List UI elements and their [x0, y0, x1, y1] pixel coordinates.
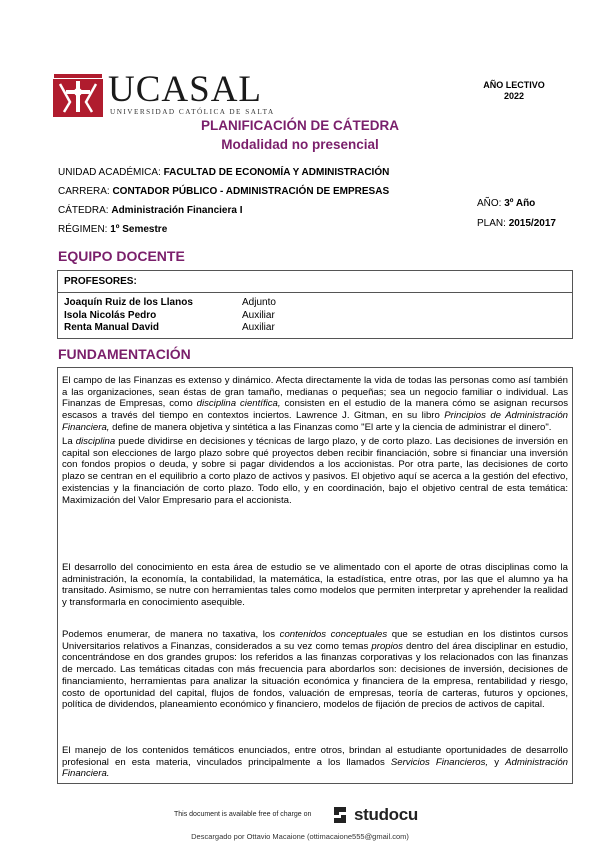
p2-text: puede dividirse en decisiones y técnicas de largo plazo, y de corto plazo. Las decisiones de inversión en capital son elecciones de largo plazo sobre qué proyectos deben recibir financiación, sobre si financiar una inversión con fondos propios o deuda, y sobre si pagar dividendos a los accionistas. Por otra parte, las decisiones de corto plazo se centran en el equilibrio a corto plazo de activos y pasivos. El objetivo aquí se acerca a la gestión del efectivo, existencias y la financiación de corto plazo. Todo ello, y en coordinación, bajo el objetivo central de esta temática: Maximización del Valor Empresario para el accionista.	[62, 436, 568, 506]
p1-text: El campo de las Finanzas es extenso y dinámico. Afecta directamente la vida de todas las personas como así también a las organizaciones, sean éstas de gran tamaño, medianas o pequeñas; sea un negocio familiar o individual. Las Finanzas de Empresas, como	[62, 375, 568, 410]
plan-value: 2015/2017	[508, 218, 556, 229]
profesor-role: Auxiliar	[242, 322, 275, 333]
profesores-label: PROFESORES:	[64, 276, 137, 287]
profesor-role: Adjunto	[242, 297, 276, 308]
logo-title: UCASAL	[108, 69, 263, 110]
carrera-value: CONTADOR PÚBLICO - ADMINISTRACIÓN DE EMPRESAS	[112, 186, 390, 197]
profesor-name: Joaquín Ruiz de los Llanos	[64, 297, 193, 308]
paragraph-2	[62, 436, 568, 506]
p4-text: dentro del área disciplinar en estudio, concentrándose en dos grandes grupos: los referidos a las finanzas corporativas y los relacionados con las finanzas de mercado. Las temáticas citadas con más frecuencia para abordarlos son: decisiones de inversión, decisiones de financiamiento, herramientas para analizar la situación económica y financiera de la empresa, rentabilidad y riesgo, costo de oportunidad del capital, flujos de fondos, valuación de empresas, teoría de carteras, futuros y opciones, política de dividendos, planeamiento económico y financiero, modelos de fijación de precios de activos de capital.	[62, 640, 568, 711]
p1-italic: Principios de Administración Financiera,	[62, 410, 569, 433]
studocu-icon	[330, 804, 350, 826]
p2-text: La	[62, 436, 76, 447]
paragraph-4	[62, 629, 568, 711]
info-carrera	[58, 186, 389, 197]
p4-italic: propios	[371, 640, 403, 652]
ano-value: 3º Año	[504, 198, 536, 209]
p4-italic: contenidos conceptuales	[279, 629, 388, 640]
info-regimen	[58, 224, 167, 235]
equipo-docente-heading: EQUIPO DOCENTE	[58, 248, 185, 264]
plan-label: PLAN:	[477, 218, 509, 229]
p5-text: y	[488, 756, 506, 768]
profesores-table	[57, 270, 573, 339]
p4-text: que se estudian en los distintos cursos Universitarios relativos a Finanzas, considerados a su vez como temas	[62, 629, 569, 652]
studocu-wordmark: studocu	[354, 805, 419, 824]
ano-lectivo-label: AÑO LECTIVO	[483, 80, 545, 90]
ano-lectivo	[474, 80, 554, 102]
carrera-label: CARRERA:	[58, 186, 113, 197]
studocu-logo[interactable]	[330, 804, 460, 826]
page-subtitle: Modalidad no presencial	[221, 137, 379, 152]
profesores-header	[58, 271, 572, 293]
regimen-label: RÉGIMEN:	[58, 224, 111, 235]
downloaded-by: Descargado por Ottavio Macaione (ottimacaione555@gmail.com)	[191, 832, 409, 841]
p4-text: Podemos enumerar, de manera no taxativa, los	[62, 629, 280, 640]
p5-text: El manejo de los contenidos temáticos enunciados, entre otros, brindan al estudiante oportunidades de desarrollo profesional en esta materia, vinculados principalmente a los llamados	[62, 745, 568, 768]
profesor-row	[64, 297, 276, 308]
ano-label: AÑO:	[477, 198, 505, 209]
logo-subtitle: UNIVERSIDAD CATÓLICA DE SALTA	[110, 108, 275, 116]
ucasal-logo	[52, 69, 275, 120]
p3-text: El desarrollo del conocimiento en esta área de estudio se ve alimentado con el aporte de otras disciplinas como la administración, la economía, la contabilidad, la matemática, la estadística, entre otras, por las que el alumno ya ha transitado. Asimismo, se nutre con herramientas tales como modelos que permiten interpretar y aprehender la realidad y transformarla en conocimiento asequible.	[62, 562, 568, 609]
catedra-value: Administración Financiera I	[111, 205, 243, 216]
profesor-row	[64, 310, 275, 321]
p1-text: consisten en el estudio de la manera cómo se asignan recursos escasos a través del tiempo en contextos inciertos. Lawrence J. Gitman, en su libro	[62, 398, 569, 422]
profesor-role: Auxiliar	[242, 310, 275, 321]
info-ano	[477, 198, 535, 209]
fundamentacion-heading: FUNDAMENTACIÓN	[58, 346, 191, 362]
fundamentacion-box	[57, 367, 573, 784]
info-unidad	[58, 167, 389, 178]
paragraph-5	[62, 745, 568, 780]
ano-lectivo-value: 2022	[503, 91, 525, 101]
p1-italic: disciplina científica,	[196, 398, 281, 410]
p5-italic: Administración Financiera.	[62, 756, 568, 780]
catedra-label: CÁTEDRA:	[58, 205, 112, 216]
ucasal-shield-icon	[52, 72, 104, 118]
unidad-label: UNIDAD ACADÉMICA:	[58, 167, 164, 178]
p1-text: define de manera objetiva y sintética a las Finanzas como "El arte y la ciencia de administrar el dinero".	[109, 421, 552, 433]
p5-italic: Servicios Financieros,	[390, 756, 489, 768]
profesor-name: Isola Nicolás Pedro	[64, 310, 157, 321]
paragraph-3	[62, 562, 568, 609]
p2-italic: disciplina	[75, 436, 116, 447]
profesor-name: Renta Manual David	[64, 322, 160, 333]
regimen-value: 1º Semestre	[110, 224, 168, 235]
info-catedra	[58, 205, 243, 216]
unidad-value: FACULTAD DE ECONOMÍA Y ADMINISTRACIÓN	[163, 167, 390, 178]
info-plan	[477, 218, 556, 229]
page-title: PLANIFICACIÓN DE CÁTEDRA	[201, 118, 399, 133]
paragraph-1	[62, 375, 568, 434]
profesor-row	[64, 322, 275, 333]
available-text: This document is available free of charge on	[174, 811, 312, 818]
